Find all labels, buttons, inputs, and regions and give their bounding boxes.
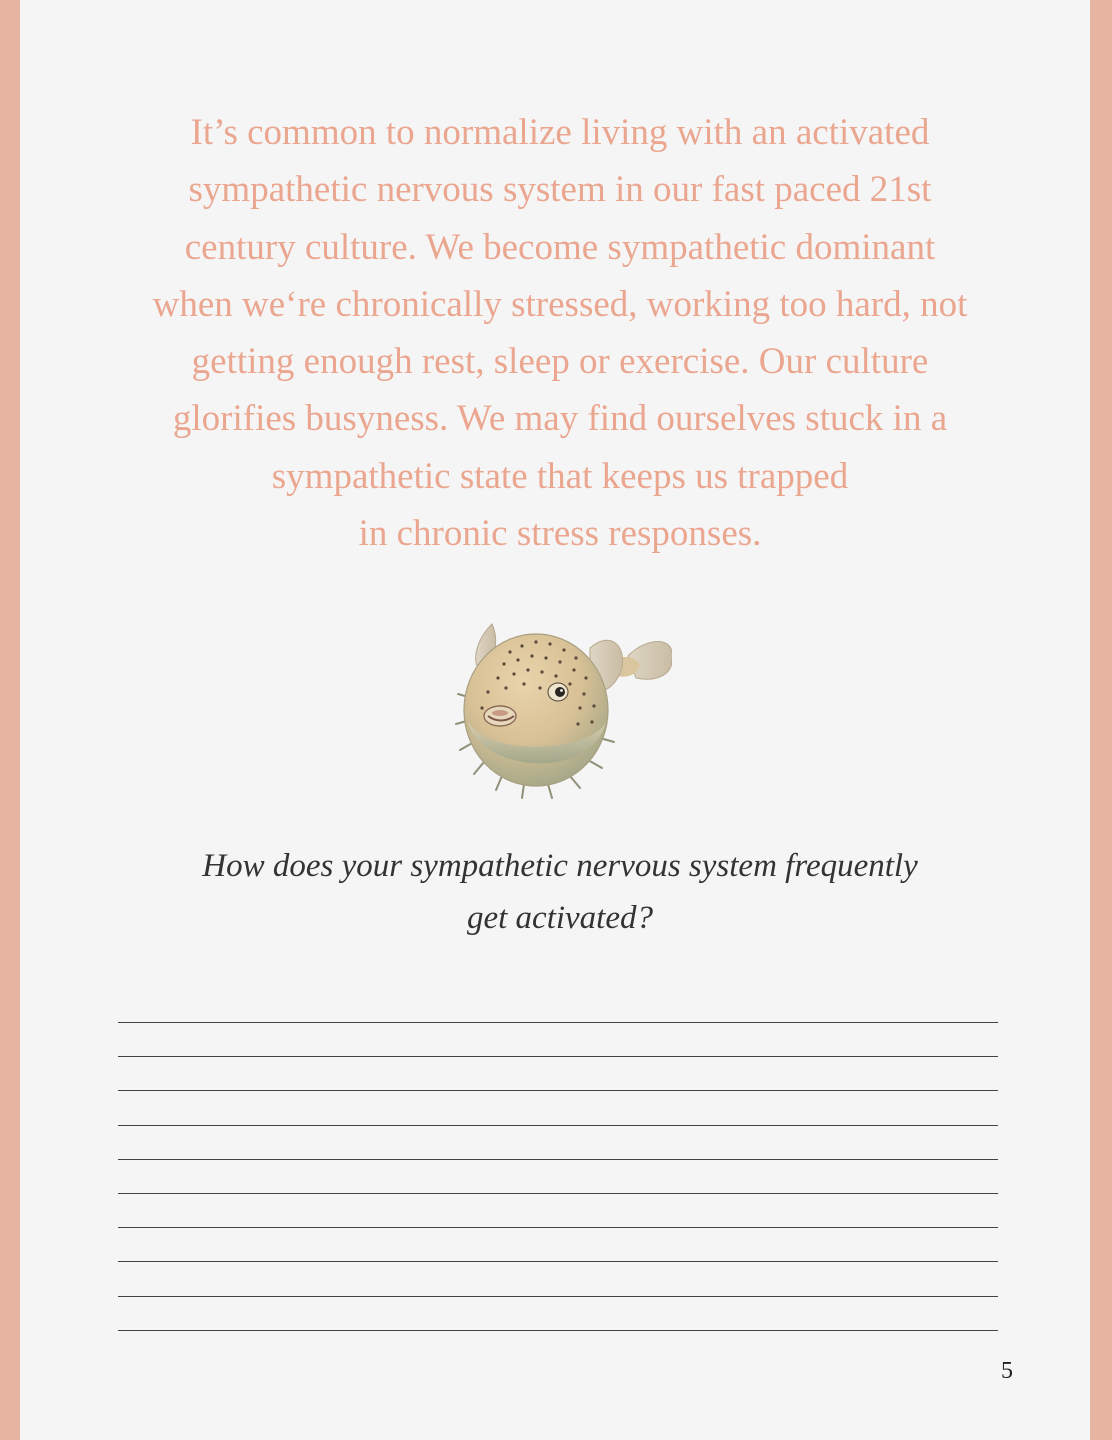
intro-paragraph: It’s common to normalize living with an activated sympathetic nervous system in our fast paced 21st century culture. We become sympathetic dominant when we‘re chronically stressed, working too hard, not getting enough rest, sleep or exercise. Our culture glorifies busyness. We may find ourselves stuck in a sympathetic state that keeps us trapped in chronic stress responses. (152, 112, 968, 555)
answer-line[interactable] (118, 1193, 998, 1227)
answer-line[interactable] (118, 1227, 998, 1261)
answer-lines[interactable] (118, 1022, 998, 1364)
answer-line[interactable] (118, 1056, 998, 1090)
answer-line[interactable] (118, 1261, 998, 1295)
answer-line[interactable] (118, 1125, 998, 1159)
answer-line[interactable] (118, 1330, 998, 1364)
pufferfish-illustration (440, 612, 672, 802)
answer-line[interactable] (118, 1022, 998, 1056)
page-number: 5 (1001, 1358, 1013, 1384)
answer-line[interactable] (118, 1296, 998, 1330)
answer-line[interactable] (118, 1159, 998, 1193)
journal-page (20, 0, 1090, 1440)
reflection-question: How does your sympathetic nervous system frequently get activated? (202, 848, 918, 936)
answer-line[interactable] (118, 1090, 998, 1124)
